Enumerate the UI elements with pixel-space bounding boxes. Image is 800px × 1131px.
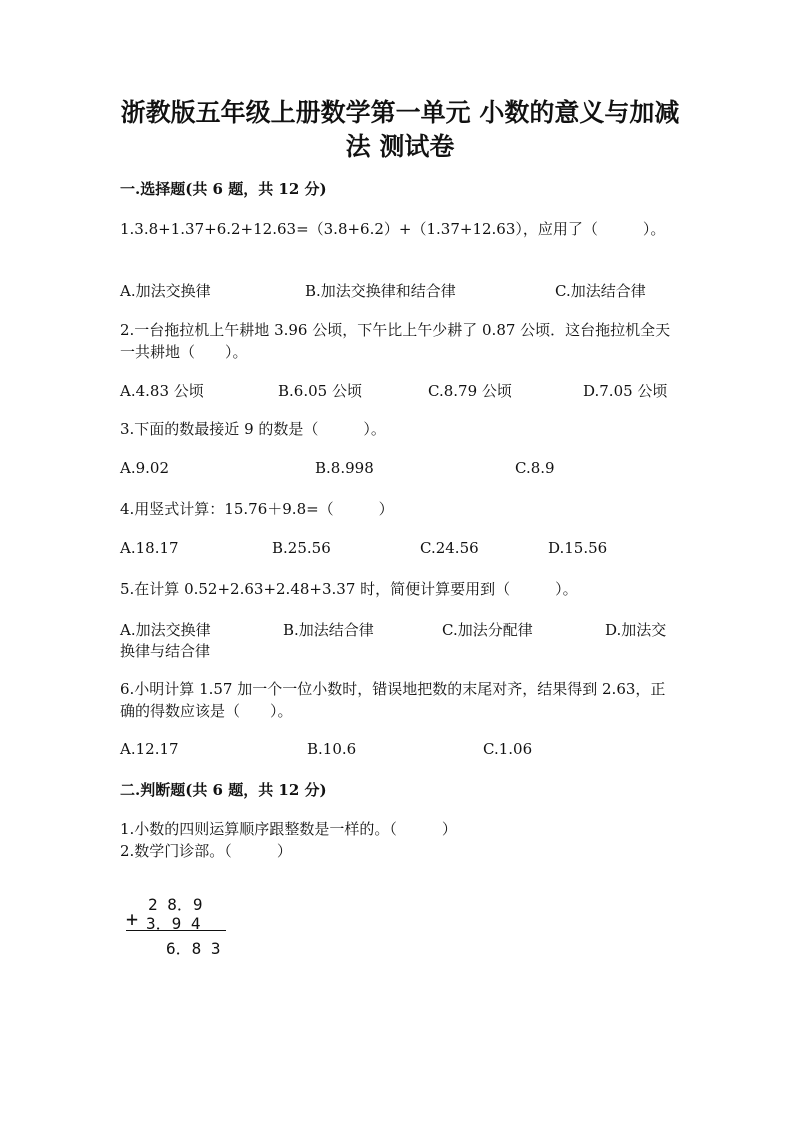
question-5: 5.在计算 0.52+2.63+2.48+3.37 时，简便计算要用到（ ）。 (120, 580, 578, 598)
q5-option-d-continued: 换律与结合律 (120, 642, 211, 660)
q3-option-c: C.8.9 (515, 459, 555, 477)
judge-question-2: 2.数学门诊部。（ ） (120, 842, 292, 860)
q4-option-d: D.15.56 (548, 539, 608, 557)
q5-option-c: C.加法分配律 (442, 621, 533, 639)
judge-question-1: 1.小数的四则运算顺序跟整数是一样的。（ ） (120, 820, 457, 838)
title-line-2: 法 测试卷 (345, 132, 455, 161)
q6-option-c: C.1.06 (483, 740, 533, 758)
title-line-1: 浙教版五年级上册数学第一单元 小数的意义与加减 (120, 98, 680, 127)
calc-sum-line (126, 930, 226, 931)
calc-result: 6．8 3 (166, 939, 221, 958)
calc-row-2: 3．9 4 (146, 914, 201, 933)
q4-option-a: A.18.17 (120, 539, 179, 557)
q1-option-a: A.加法交换律 (120, 282, 211, 300)
q4-option-b: B.25.56 (272, 539, 331, 557)
section-choice-title: 一.选择题(共 6 题，共 12 分) (120, 180, 327, 198)
q2-option-c: C.8.79 公顷 (428, 382, 512, 400)
q3-option-b: B.8.998 (315, 459, 374, 477)
calc-row-1: 2 8．9 (148, 895, 203, 914)
q6-option-b: B.10.6 (307, 740, 357, 758)
q6-option-a: A.12.17 (120, 740, 179, 758)
q5-option-a: A.加法交换律 (120, 621, 211, 639)
q5-option-b: B.加法结合律 (283, 621, 374, 639)
question-2: 2.一台拖拉机上午耕地 3.96 公顷，下午比上午少耕了 0.87 公顷．这台拖拉机全天一共耕地（ ）。 (120, 321, 671, 361)
question-6: 6.小明计算 1.57 加一个一位小数时，错误地把数的末尾对齐，结果得到 2.63，正确的得数应该是（ ）。 (120, 680, 666, 720)
vertical-addition-figure (120, 890, 240, 960)
question-3: 3.下面的数最接近 9 的数是（ ）。 (120, 420, 386, 438)
document-title (100, 96, 700, 164)
question-1: 1.3.8+1.37+6.2+12.63=（3.8+6.2）+（1.37+12.63），应用了（ ）。 (120, 220, 666, 238)
q3-option-a: A.9.02 (120, 459, 169, 477)
q2-option-d: D.7.05 公顷 (583, 382, 668, 400)
calc-plus-sign: + (126, 907, 139, 931)
section-judge-title: 二.判断题(共 6 题，共 12 分) (120, 781, 327, 799)
q2-option-b: B.6.05 公顷 (278, 382, 362, 400)
q5-option-d: D.加法交 (605, 621, 667, 639)
q1-option-b: B.加法交换律和结合律 (305, 282, 456, 300)
q4-option-c: C.24.56 (420, 539, 479, 557)
q1-option-c: C.加法结合律 (555, 282, 646, 300)
q2-option-a: A.4.83 公顷 (120, 382, 204, 400)
question-4: 4.用竖式计算：15.76＋9.8=（ ） (120, 500, 394, 518)
